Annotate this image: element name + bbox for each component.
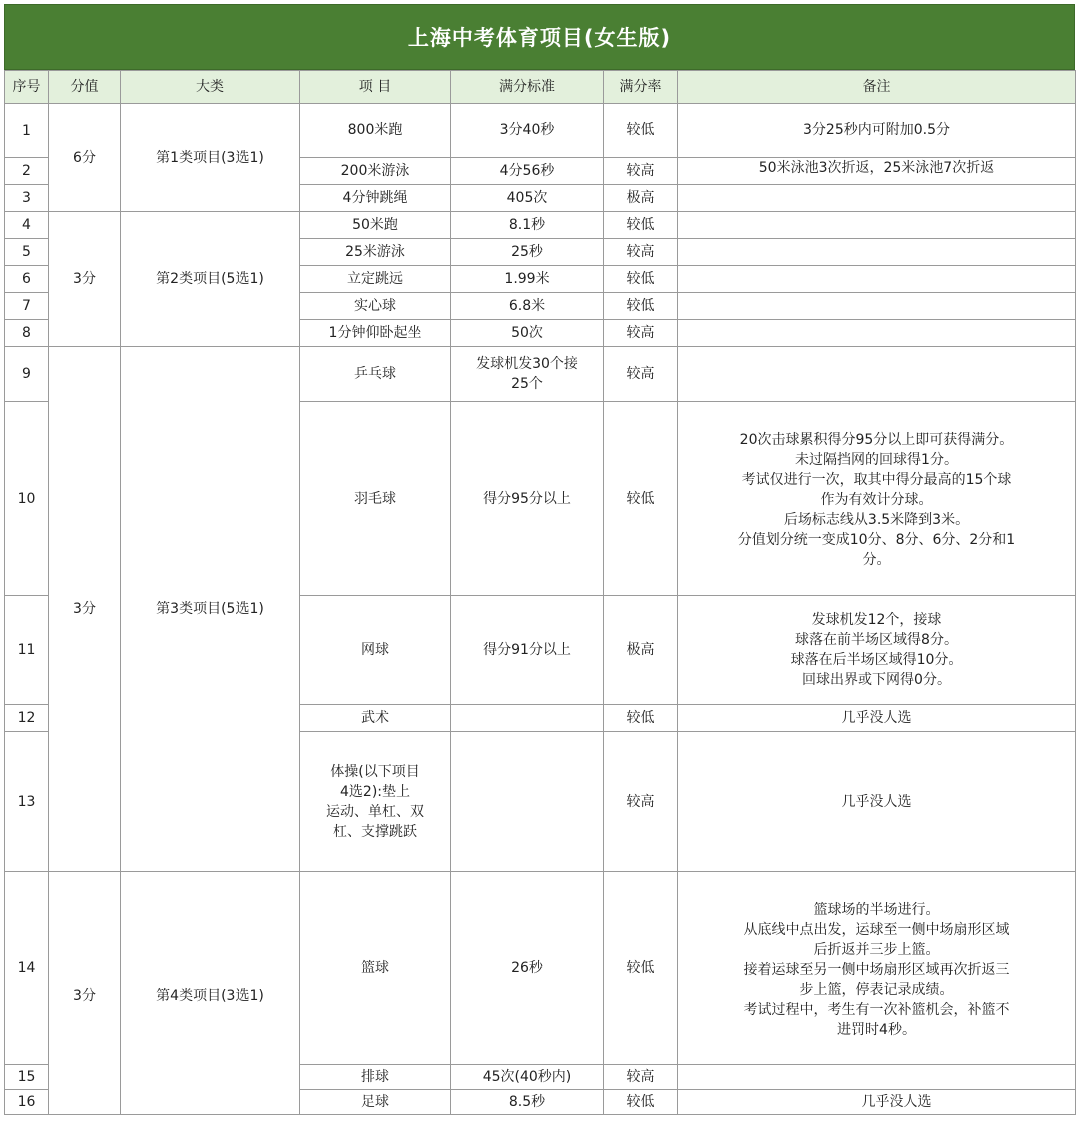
full-score-standard <box>451 732 604 872</box>
standard-line: 405次 <box>506 190 548 206</box>
standard-line: 8.1秒 <box>508 217 546 233</box>
full-score-standard <box>451 402 604 596</box>
standard-line: 8.5秒 <box>508 1094 546 1110</box>
standard-line: 6.8米 <box>508 298 546 314</box>
item-name-line: 4分钟跳绳 <box>342 190 408 206</box>
group-score: 3分 <box>49 347 121 872</box>
item-name-line: 1分钟仰卧起坐 <box>328 325 422 341</box>
table-row <box>5 212 1076 239</box>
row-number: 2 <box>5 158 49 185</box>
item-name-line: 排球 <box>361 1069 389 1085</box>
standard-line: 50次 <box>511 325 543 341</box>
item-name <box>300 1065 451 1090</box>
full-score-standard <box>451 266 604 293</box>
full-score-standard <box>451 320 604 347</box>
full-score-rate: 较低 <box>604 293 678 320</box>
notes <box>678 732 1076 872</box>
full-score-standard <box>451 705 604 732</box>
sports-table <box>4 70 1076 1115</box>
item-name-line: 200米游泳 <box>340 163 410 179</box>
notes <box>678 1065 1076 1090</box>
item-name <box>300 347 451 402</box>
full-score-rate: 较低 <box>604 266 678 293</box>
item-name-line: 体操(以下项目 <box>330 763 420 780</box>
full-score-standard <box>451 212 604 239</box>
row-number: 6 <box>5 266 49 293</box>
full-score-standard <box>451 1090 604 1115</box>
full-score-standard <box>451 347 604 402</box>
full-score-rate: 极高 <box>604 185 678 212</box>
standard-line: 25秒 <box>511 244 543 260</box>
group-score: 3分 <box>49 872 121 1115</box>
header-standard: 满分标准 <box>451 71 604 104</box>
group-category: 第1类项目(3选1) <box>121 104 300 212</box>
standard-line: 4分56秒 <box>499 163 555 179</box>
note-line: 未过隔挡网的回球得1分。 <box>795 452 958 468</box>
note-line: 20次击球累积得分95分以上即可获得满分。 <box>739 432 1014 448</box>
note-line: 50米泳池3次折返，25米泳池7次折返 <box>758 160 995 176</box>
item-name <box>300 872 451 1065</box>
note-line: 分。 <box>862 552 891 568</box>
group-category: 第4类项目(3选1) <box>121 872 300 1115</box>
table-row <box>5 347 1076 402</box>
item-name-line: 4选2):垫上 <box>340 783 410 800</box>
full-score-rate: 较低 <box>604 212 678 239</box>
row-number: 8 <box>5 320 49 347</box>
table-body <box>5 104 1076 1115</box>
table-row <box>5 872 1076 1065</box>
item-name <box>300 239 451 266</box>
item-name-line: 羽毛球 <box>354 490 396 507</box>
item-name-line: 武术 <box>361 710 389 726</box>
note-line: 从底线中点出发，运球至一侧中场扇形区域 <box>743 922 1010 938</box>
full-score-rate: 较高 <box>604 320 678 347</box>
row-number: 12 <box>5 705 49 732</box>
notes <box>678 293 1076 320</box>
item-name-line: 立定跳远 <box>347 271 403 287</box>
row-number: 5 <box>5 239 49 266</box>
notes <box>678 596 1076 705</box>
row-number: 14 <box>5 872 49 1065</box>
notes <box>678 239 1076 266</box>
row-number: 9 <box>5 347 49 402</box>
page-title: 上海中考体育项目(女生版) <box>4 4 1075 70</box>
item-name-line: 足球 <box>361 1094 389 1110</box>
group-score: 3分 <box>49 212 121 347</box>
item-name <box>300 266 451 293</box>
item-name-line: 25米游泳 <box>345 244 405 260</box>
item-name-line: 篮球 <box>361 960 389 976</box>
note-line: 回球出界或下网得0分。 <box>802 672 951 688</box>
notes <box>678 266 1076 293</box>
row-number: 7 <box>5 293 49 320</box>
standard-line: 45次(40秒内) <box>482 1069 572 1085</box>
note-line: 几乎没人选 <box>841 793 912 810</box>
item-name-line: 实心球 <box>354 298 396 314</box>
note-line: 几乎没人选 <box>861 1094 932 1110</box>
header-row <box>5 71 1076 104</box>
standard-line: 得分91分以上 <box>483 642 571 658</box>
item-name-line: 乒乓球 <box>354 366 396 382</box>
item-name <box>300 104 451 158</box>
sports-table-container <box>4 4 1075 1115</box>
notes <box>678 320 1076 347</box>
note-line: 发球机发12个，接球 <box>811 612 942 628</box>
item-name-line: 杠、支撑跳跃 <box>333 823 417 840</box>
header-notes: 备注 <box>678 71 1076 104</box>
note-line: 球落在前半场区域得8分。 <box>795 632 958 648</box>
row-number: 4 <box>5 212 49 239</box>
header-item: 项 目 <box>300 71 451 104</box>
notes <box>678 212 1076 239</box>
notes <box>678 402 1076 596</box>
notes <box>678 705 1076 732</box>
note-line: 考试仅进行一次，取其中得分最高的15个球 <box>741 472 1012 488</box>
item-name <box>300 705 451 732</box>
item-name-line: 运动、单杠、双 <box>326 803 424 820</box>
item-name <box>300 596 451 705</box>
note-line: 步上篮，停表记录成绩。 <box>799 982 954 998</box>
row-number: 3 <box>5 185 49 212</box>
note-line: 后折返并三步上篮。 <box>813 942 940 958</box>
note-line: 3分25秒内可附加0.5分 <box>803 122 950 138</box>
note-line: 分值划分统一变成10分、8分、6分、2分和1 <box>737 532 1016 548</box>
header-no: 序号 <box>5 71 49 104</box>
full-score-rate: 较低 <box>604 1090 678 1115</box>
standard-line: 得分95分以上 <box>483 490 571 507</box>
full-score-rate: 较高 <box>604 732 678 872</box>
notes <box>678 158 1076 185</box>
full-score-rate: 较低 <box>604 872 678 1065</box>
note-line: 篮球场的半场进行。 <box>813 902 940 918</box>
group-category: 第3类项目(5选1) <box>121 347 300 872</box>
full-score-standard <box>451 596 604 705</box>
note-line: 接着运球至另一侧中场扇形区域再次折返三 <box>743 962 1010 978</box>
notes <box>678 104 1076 158</box>
item-name <box>300 402 451 596</box>
full-score-standard <box>451 872 604 1065</box>
item-name <box>300 1090 451 1115</box>
item-name-line: 50米跑 <box>352 217 398 233</box>
item-name <box>300 212 451 239</box>
note-line: 后场标志线从3.5米降到3米。 <box>783 512 970 528</box>
group-category: 第2类项目(5选1) <box>121 212 300 347</box>
standard-line: 发球机发30个接 <box>476 356 578 372</box>
note-line: 考试过程中，考生有一次补篮机会，补篮不 <box>743 1002 1010 1018</box>
row-number: 13 <box>5 732 49 872</box>
full-score-rate: 较低 <box>604 104 678 158</box>
full-score-standard <box>451 1065 604 1090</box>
note-line: 作为有效计分球。 <box>820 492 933 508</box>
item-name <box>300 320 451 347</box>
full-score-rate: 较低 <box>604 705 678 732</box>
notes <box>678 1090 1076 1115</box>
row-number: 16 <box>5 1090 49 1115</box>
row-number: 1 <box>5 104 49 158</box>
item-name-line: 800米跑 <box>347 122 403 138</box>
item-name <box>300 185 451 212</box>
full-score-standard <box>451 158 604 185</box>
standard-line: 26秒 <box>511 960 543 976</box>
full-score-standard <box>451 293 604 320</box>
full-score-rate: 较高 <box>604 347 678 402</box>
full-score-rate: 较低 <box>604 402 678 596</box>
header-rate: 满分率 <box>604 71 678 104</box>
full-score-standard <box>451 185 604 212</box>
header-score: 分值 <box>49 71 121 104</box>
notes <box>678 872 1076 1065</box>
note-line: 几乎没人选 <box>841 710 912 726</box>
item-name <box>300 732 451 872</box>
notes <box>678 185 1076 212</box>
full-score-rate: 极高 <box>604 596 678 705</box>
full-score-rate: 较高 <box>604 158 678 185</box>
full-score-rate: 较高 <box>604 1065 678 1090</box>
item-name-line: 网球 <box>361 642 389 658</box>
header-category: 大类 <box>121 71 300 104</box>
note-line: 球落在后半场区域得10分。 <box>790 652 963 668</box>
full-score-standard <box>451 104 604 158</box>
full-score-rate: 较高 <box>604 239 678 266</box>
row-number: 11 <box>5 596 49 705</box>
standard-line: 1.99米 <box>504 271 550 287</box>
standard-line: 25个 <box>511 376 543 392</box>
row-number: 15 <box>5 1065 49 1090</box>
item-name <box>300 158 451 185</box>
notes <box>678 347 1076 402</box>
full-score-standard <box>451 239 604 266</box>
table-row <box>5 104 1076 158</box>
group-score: 6分 <box>49 104 121 212</box>
item-name <box>300 293 451 320</box>
note-line: 进罚时4秒。 <box>837 1022 916 1038</box>
row-number: 10 <box>5 402 49 596</box>
standard-line: 3分40秒 <box>499 122 555 138</box>
